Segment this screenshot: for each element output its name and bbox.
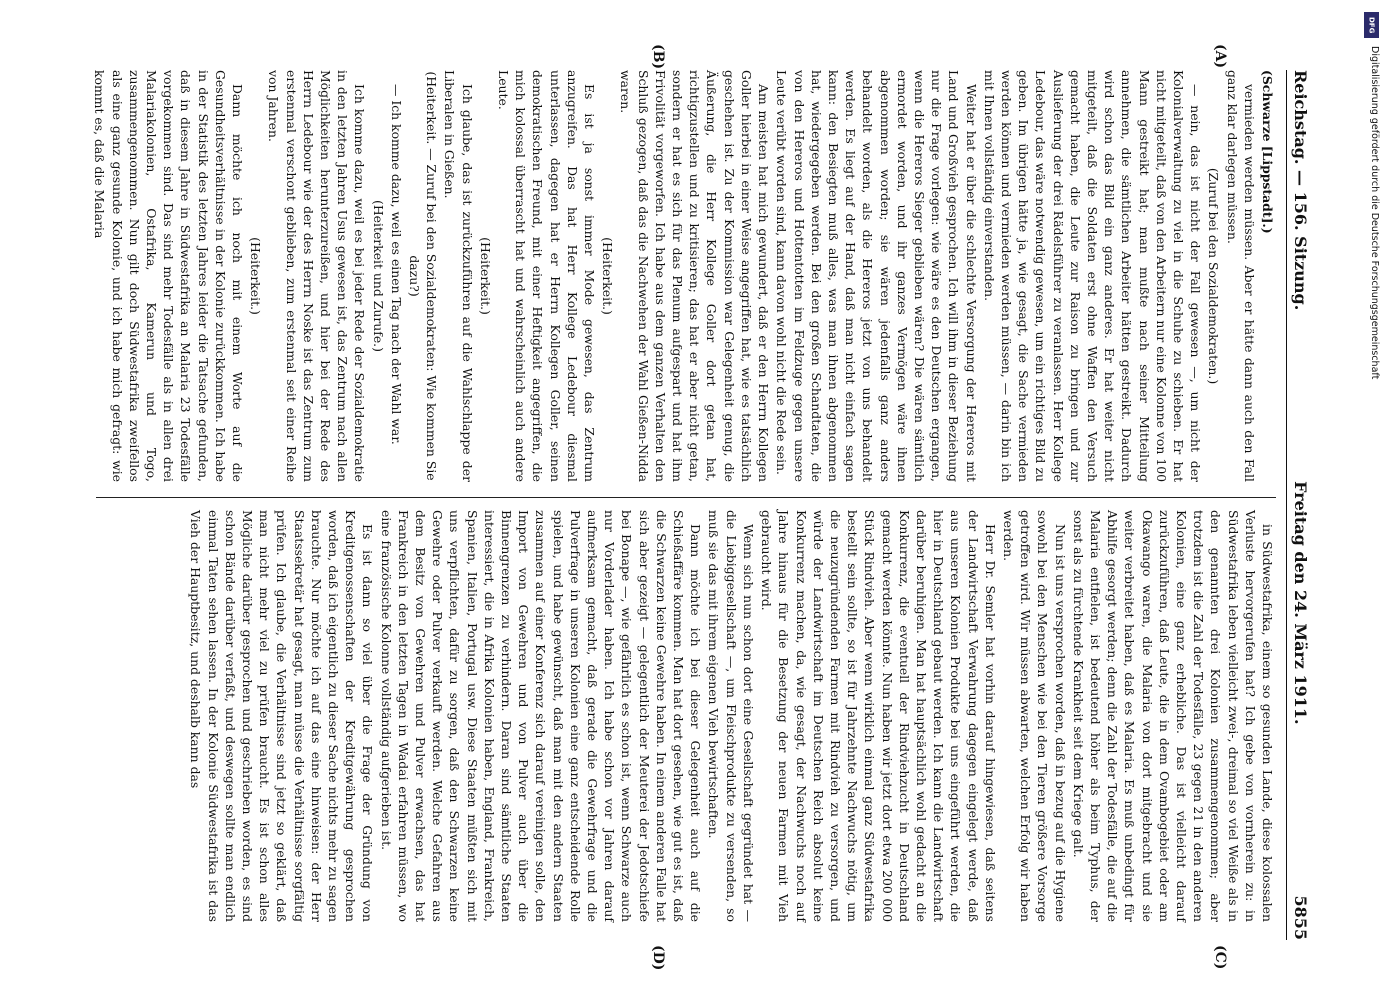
- page-number: 5855: [1291, 895, 1310, 940]
- paragraph-text: Dann möchte ich bei dieser Gelegenheit auch auf die Schießaffäre kommen. Man hat dort gesehen, wie gut es ist, daß die Schwarzen keine Gewehre haben. In einem anderen Falle hat sich aber gezeigt — gelegentlich der Meuterei der Jedotschiefe bei Bonape —, wie gefährlich es schon ist, wenn Schwarze auch nur Vorderlader haben. Ich habe schon vor Jahren darauf aufmerksam gemacht, daß gerade die Gewehrfrage und die Pulverfrage in unseren Kolonien eine ganz entscheidende Rolle spielen, und habe gewünscht, daß man mit den andern Staaten zusammen auf einer Konferenz sich darauf vereinigen solle, den Import von Gewehren und von Pulver auch über die Binnengrenzen zu verhindern. Daran sind sämtliche Staaten interessiert, die in Afrika Kolonien haben, England, Frankreich, Spanien, Italien, Portugal usw. Diese Staaten müßten sich mit uns verpflichten, dafür zu sorgen, daß den Schwarzen keine Gewehre oder Pulver verkauft werden. Welche Gefahren aus dem Besitz von Gewehren und Pulver erwachsen, das hat Frankreich in den letzten Tagen in Wadai erfahren müssen, wo eine französische Kolonne vollständig aufgerieben ist.: [378, 510, 704, 922]
- newspaper-page: [70, 40, 1320, 970]
- paragraph: [91, 70, 246, 482]
- dfg-logo: DFG: [1364, 12, 1379, 38]
- paragraph: [1000, 510, 1069, 922]
- paragraph: [1070, 510, 1276, 922]
- paragraph-text: in Südwestafrika, einem so gesunden Lande, diese kolossalen Verluste hervorgerufen hat? Ich gebe von vornherein zu: in Südwestafrika leben vielleicht zwei-, dreimal so viel Weiße als in den genannten drei Kolonien zusammengenommen; aber trotzdem ist die Zahl der Todesfälle, 23 gegen 21 in den anderen Kolonien, eine ganz erhebliche. Das ist vielleicht darauf zurückzuführen, daß Leute, die in dem Ovambogebiet oder am Okawango waren, die Malaria von dort mitgebracht und sie weiter verbreitet haben, daß es Malaria. Es muß unbedingt für Abhilfe gesorgt werden; denn die Zahl der Todesfälle, die auf die Malaria entfielen, ist bedeutend höher als beim Typhus, der sonst als zu fürchtende Krankheit seit dem Kriege galt.: [1070, 510, 1275, 922]
- paragraph-text: Ich glaube, das ist zurückzuführen auf die Wahlschlappe der Liberalen in Gießen.: [442, 70, 475, 482]
- paragraph: [495, 70, 598, 482]
- paragraph: [981, 70, 1205, 482]
- paragraph-text: vermieden werden müssen. Aber er hätte dann auch den Fall ganz klar darlegen müssen.: [1224, 70, 1257, 482]
- paragraph-text: Es ist ja sonst immer Mode gewesen, das Zentrum anzugreifen. Das hat Herr Kollege Ledebour diesmal unterlassen, dagegen hat er Herrn Kollegen Goller, seinen demokratischen Freund, mit einer Heftigkeit angegriffen, die mich kolossal überrascht hat und wahrscheinlich auch andere Leute.: [496, 70, 598, 482]
- paragraph-text: — nein, das ist nicht der Fall gewesen —, um nicht der Kolonialverwaltung zu viel in die Schuhe zu schieben. Er hat nicht mitgeteilt, daß von den Arbeitern nur eine Kolonne von 100 Mann gestreikt hat; man mußte nach seiner Mitteilung annehmen, die sämtlichen Arbeiter hätten gestreikt. Dadurch wird schon das Bild ein ganz anderes. Er hat weiter nicht mitgeteilt, daß die Soldaten erst ohne Waffen den Versuch gemacht haben, die Leute zur Raison zu bringen und zur Auslieferung der drei Rädelsführer zu veranlassen. Herr Kollege Ledebour, das wäre notwendig gewesen, um ein richtiges Bild zu geben. Im übrigen hätte ja, wie gesagt, die Sache vermieden werden können und vermieden werden müssen, — darin bin ich mit Ihnen vollständig einverstanden.: [981, 70, 1204, 482]
- paragraph: [265, 70, 368, 482]
- paragraph: [599, 70, 616, 482]
- header-left: Reichstag. — 156. Sitzung.: [1291, 70, 1310, 311]
- header-date: Freitag den 24. März 1911.: [1291, 481, 1310, 725]
- digitization-sidebar: [1364, 12, 1380, 992]
- paragraph-text: (Heiterkeit.): [248, 237, 264, 315]
- paragraph-text: Nun ist uns versprochen worden, daß in bezug auf die Hygiene sowohl bei den Menschen wie bei den Tieren größere Vorsorge getroffen wird. Wir müssen abwarten, welchen Erfolg wir haben werden.: [1000, 510, 1068, 922]
- right-column: [96, 510, 1276, 922]
- paragraph: [477, 70, 494, 482]
- digitization-note: Digitalisierung gefördert durch die Deutsche Forschungsgemeinschaft: [1369, 46, 1380, 380]
- paragraph: [377, 510, 704, 922]
- paragraph-text: Am meisten hat mich gewundert, daß er den Herrn Kollegen Goller hierbei in einer Weise angegriffen hat, wie es tatsächlich geschehen ist. Zu der Kommission war Gelegenheit genug, die Äußerung, die Herr Kollege Goller dort getan hat, richtigzustellen und zu kritisieren; das hat er aber nicht getan, sondern er hat es sich für das Plenum aufgespart und hat ihm Frivolität vorgeworfen. Ich habe aus dem ganzen Verhalten den Schluß gezogen, daß das die Nachwehen der Wahl Gießen-Nidda waren.: [618, 70, 772, 482]
- margin-marker-a: (A): [1212, 44, 1228, 69]
- margin-marker-c: (C): [1212, 945, 1228, 970]
- margin-marker-b: (B): [650, 44, 666, 70]
- text-columns: [76, 40, 1276, 970]
- paragraph-text: Es ist dann so viel über die Frage der Gründung von Kreditgenossenschaften der Kreditgewährung gesprochen worden, daß ich eigentlich zu dieser Sache nichts mehr zu sagen brauchte. Nur möchte ich auf das eine hinweisen: der Herr Staatssekretär hat gesagt, man müsse die Verhältnisse sorgfältig prüfen. Ich glaube, die Verhältnisse sind jetzt so geklärt, daß man nicht mehr viel zu prüfen braucht. Es ist schon alles Mögliche darüber gesprochen und geschrieben worden, es sind schon Bände darüber verfaßt, und deswegen sollte man endlich einmal Taten sehen lassen. In der Kolonie Südwestafrika ist das Vieh der Hauptbesitz, und deshalb kann das: [188, 510, 376, 922]
- paragraph-text: Wenn sich nun schon dort eine Gesellschaft gegründet hat — die Liebiggesellschaft —, um Fleischprodukte zu versenden, so muß sie das mit ihrem eigenen Vieh bewirtschaften.: [706, 510, 756, 922]
- paragraph-text: — Ich komme dazu, weil es einen Tag nach der Wahl war.: [388, 84, 404, 445]
- paragraph-text: (Heiterkeit.): [477, 237, 493, 315]
- paragraph-text: Ich komme dazu, weil es bei jeder Rede der Sozialdemokratie in den letzten Jahren Usus gewesen ist, das Zentrum nach allen Möglichkeiten herunterzureißen, und hier bei der Rede des Herrn Ledebour wie der des Herrn Noske ist das Zentrum zum erstenmal verschont geblieben, zum erstenmal seit einer Reihe von Jahren.: [266, 70, 368, 482]
- left-column: [92, 70, 1276, 482]
- paragraph-text: (Heiterkeit und Zurufe.): [370, 200, 386, 352]
- paragraph-text: Herr Dr. Semler hat vorhin darauf hingewiesen, daß seitens der Landwirtschaft Verwahrung dagegen eingelegt werde, daß aus unseren Kolonien Produkte bei uns eingeführt werden, die hier in Deutschland gebaut werden. Ich kann die Landwirtschaft darüber beruhigen. Man hat hauptsächlich wohl gedacht an die Konkurrenz, die eventuell der Rindviehzucht in Deutschland gemacht werden könnte. Nun haben wir jetzt dort etwa 200 000 Stück Rindvieh. Aber wenn wirklich einmal ganz Südwestafrika bestellt sein sollte, so ist für Jahrzehnte Nachwuchs nötig, um die neuzugründenden Farmen mit Rindvieh zu versorgen, und würde der Landwirtschaft im Deutschen Reich absolut keine Konkurrenz machen, da, wie gesagt, der Nachwuchs noch auf Jahre hinaus für die Besetzung der neuen Farmen mit Vieh gebraucht wird.: [759, 510, 998, 922]
- paragraph: [705, 510, 757, 922]
- speaker-label: (Schwarze [Lippstadt].): [1260, 70, 1275, 234]
- paragraph: [1223, 70, 1257, 482]
- paragraph-text: (Heiterkeit. — Zuruf bei den Sozialdemokraten: Wie kommen Sie dazu?): [407, 71, 440, 481]
- paragraph: [1259, 70, 1276, 482]
- paragraph: [758, 510, 999, 922]
- paragraph: [369, 70, 386, 482]
- paragraph-text: Dann möchte ich noch mit einem Worte auf die Gesundheitsverhältnisse in der Kolonie zurückkommen. Ich habe in der Statistik des letzten Jahres leider die Tatsache gefunden, daß in diesem Jahre in Südwestafrika an Malaria 23 Todesfälle vorgekommen sind. Das sind mehr Todesfälle als in allen drei Malariakolonien, Ostafrika, Kamerun und Togo, zusammengenommen. Nun gilt doch Südwestafrika zweifellos als eine ganz gesunde Kolonie, und ich habe mich gefragt: wie kommt es, daß die Malaria: [92, 70, 246, 482]
- margin-marker-d: (D): [650, 945, 666, 971]
- paragraph: [773, 70, 979, 482]
- page-header: [1286, 70, 1320, 940]
- paragraph: [406, 70, 440, 482]
- paragraph-text: Weiter hat er über die schlechte Versorgung der Hereros mit Land und Großvieh gesprochen. Ich will ihm in dieser Beziehung nur die Frage vorlegen: wie wäre es den Deutschen ergangen, wenn die Hereros Sieger geblieben wären? Die wären sämtlich ermordet worden, und ihr ganzes Vermögen wäre ihnen abgenommen worden; sie wären jedenfalls ganz anders behandelt worden, als die Hereros jetzt von uns behandelt werden. Es liegt auf der Hand, daß man nicht einfach sagen kann: den Besiegten muß alles, was man ihnen abgenommen hat, wiedergegeben werden. Bei den großen Schandtaten, die von den Hereros und Hottentotten im Feldzuge gegen unsere Leute verübt worden sind, kann davon wohl nicht die Rede sein.: [774, 70, 979, 482]
- paragraph: [388, 70, 405, 482]
- paragraph: [1205, 70, 1222, 482]
- paragraph-text: (Heiterkeit.): [600, 237, 616, 315]
- column-divider: [96, 497, 1276, 498]
- paragraph: [617, 70, 772, 482]
- paragraph-text: (Zuruf bei den Sozialdemokraten.): [1206, 167, 1222, 385]
- paragraph: [247, 70, 264, 482]
- paragraph: [441, 70, 475, 482]
- paragraph: [187, 510, 376, 922]
